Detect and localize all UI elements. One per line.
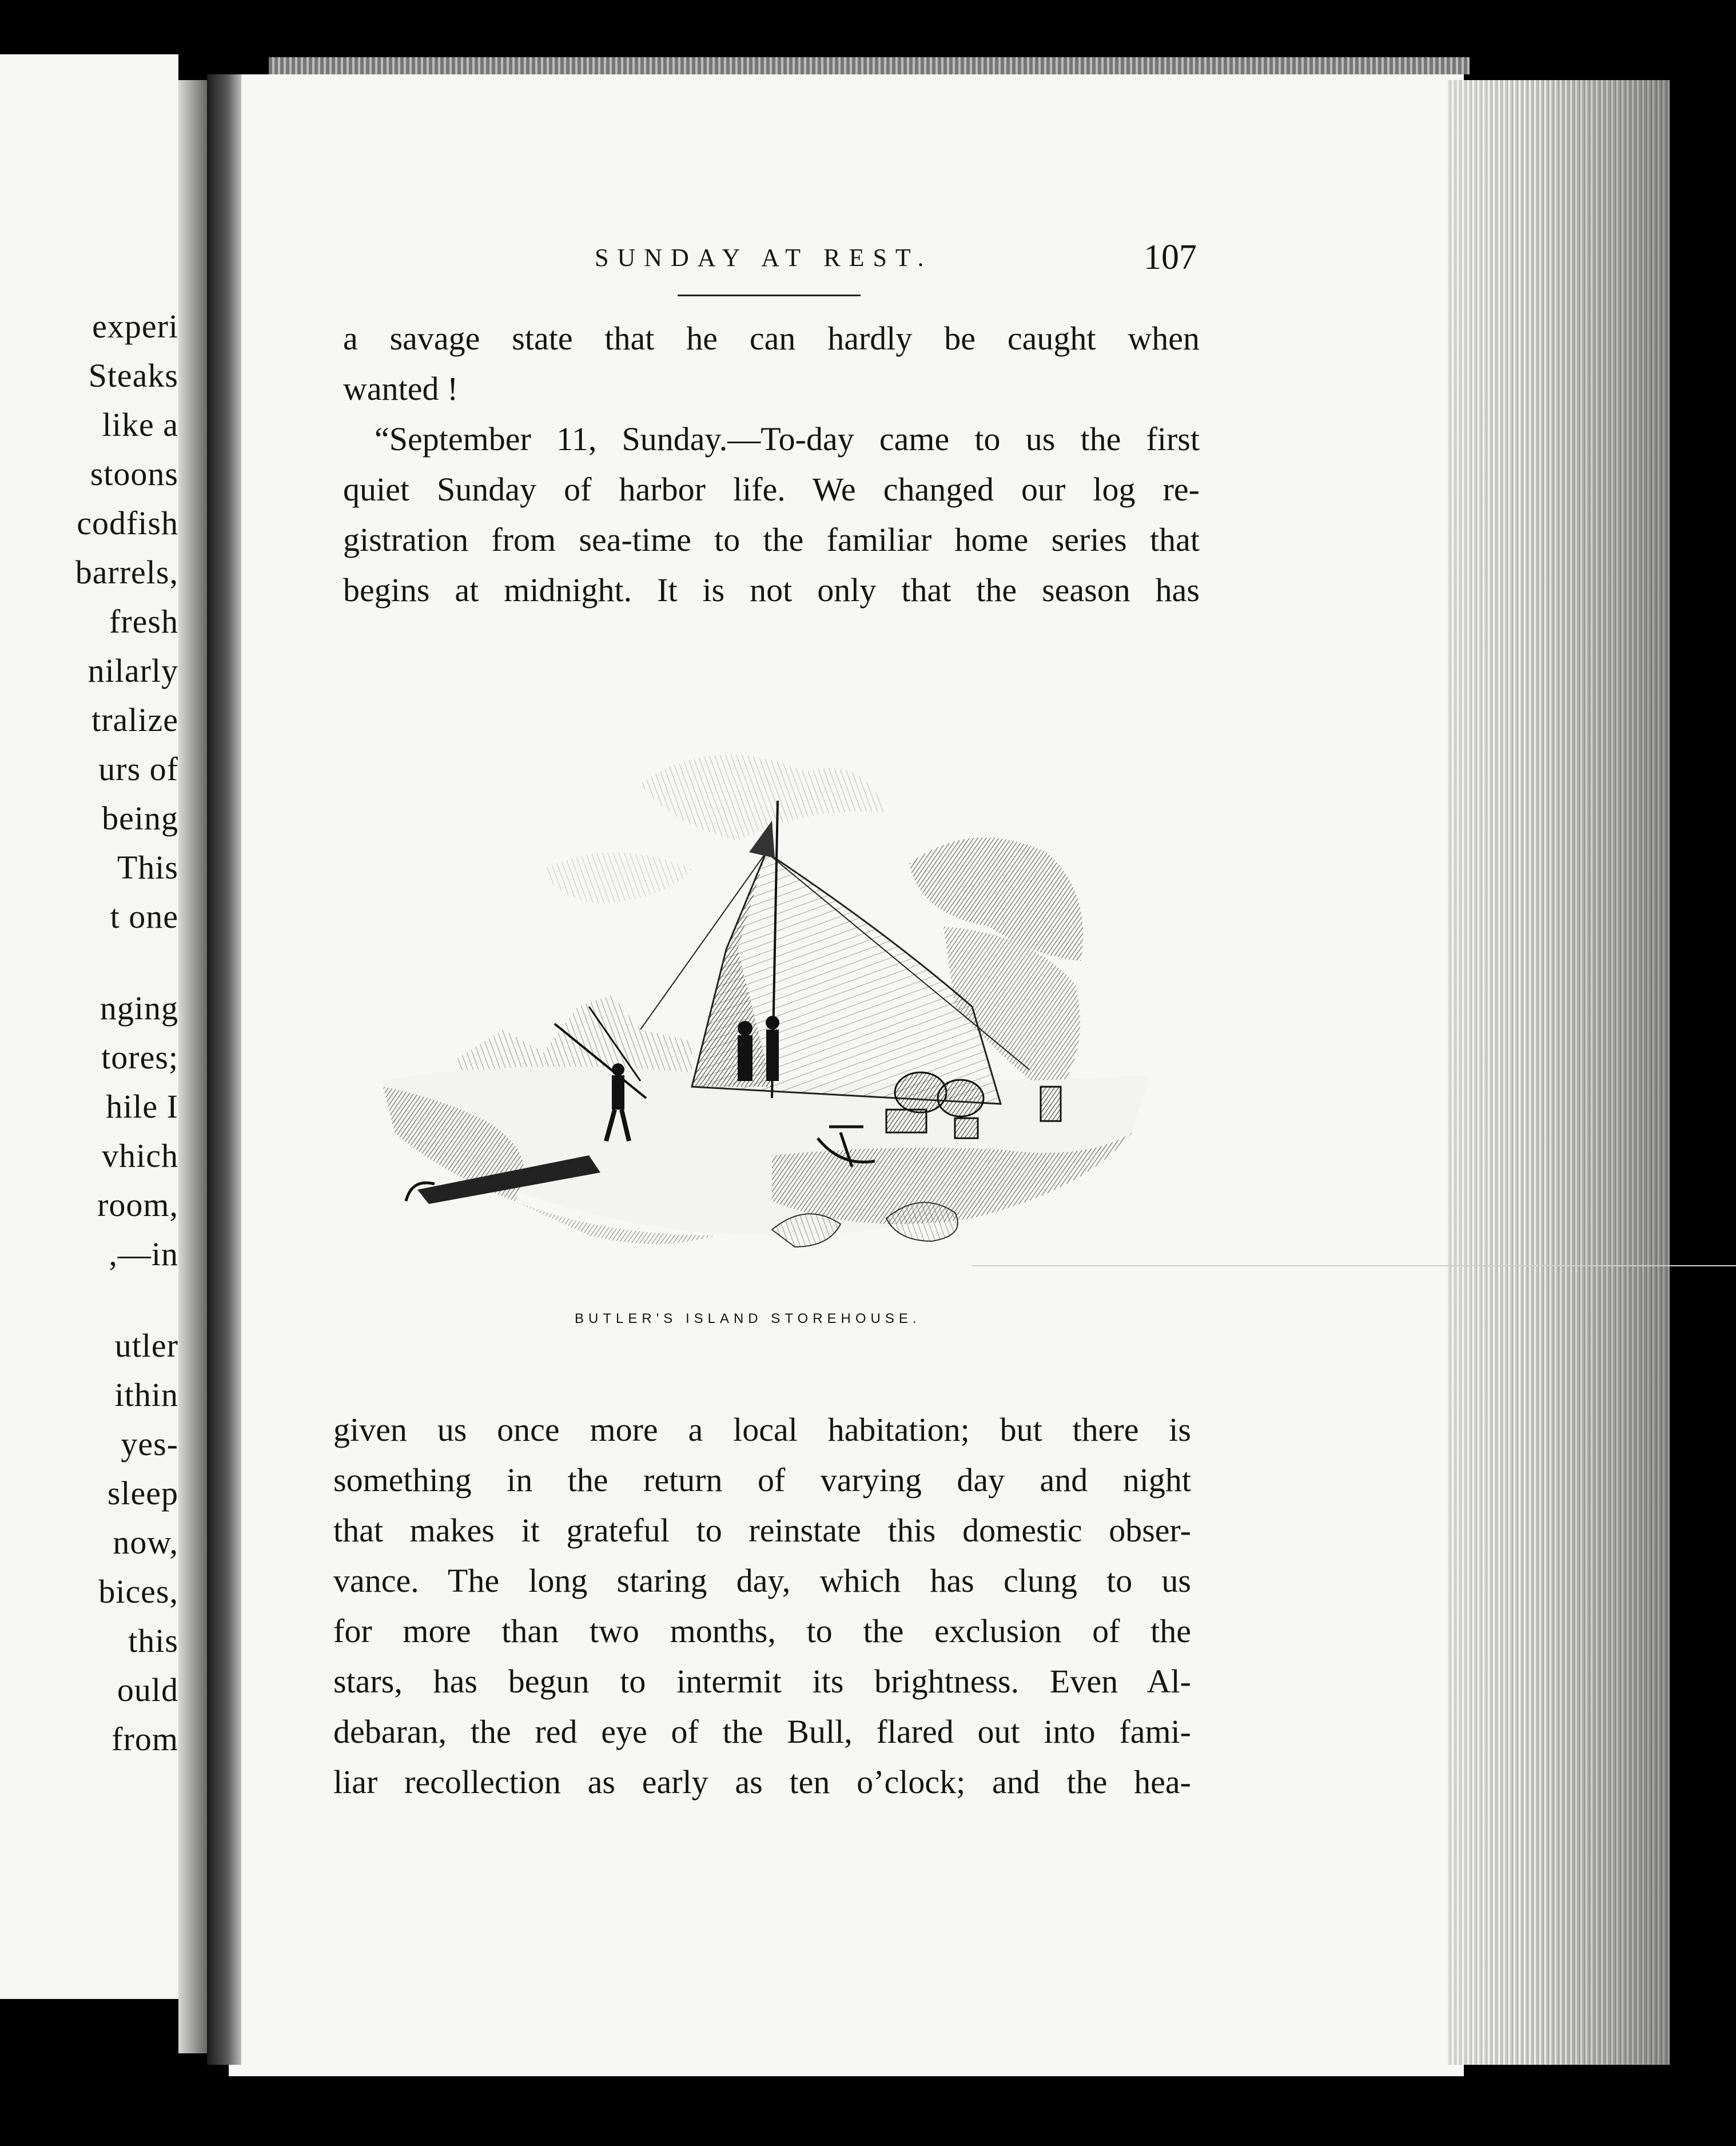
left-line: experi: [92, 308, 178, 345]
body-line: liar recollection as early as ten o’clock; and the hea-: [333, 1763, 1191, 1801]
left-line: Steaks: [88, 357, 178, 394]
fore-edge-shade: [1447, 80, 1670, 2065]
left-line: codfish: [77, 504, 178, 542]
left-line: from: [112, 1720, 178, 1758]
book-top-edge: [269, 57, 1470, 74]
left-line: utler: [114, 1327, 178, 1364]
left-line: tralize: [91, 701, 178, 738]
left-line: urs of: [98, 750, 178, 788]
body-line: vance. The long staring day, which has clung to us: [333, 1562, 1191, 1599]
left-line: barrels,: [75, 554, 178, 591]
tent-engraving-illustration: [372, 686, 1161, 1258]
body-line: something in the return of varying day and night: [333, 1461, 1191, 1499]
body-line: that makes it grateful to reinstate this domestic obser-: [333, 1512, 1191, 1549]
page-number: 107: [1144, 238, 1197, 277]
left-line: nilarly: [87, 652, 178, 689]
body-line: wanted !: [343, 370, 459, 407]
body-line: “September 11, Sunday.—To-day came to us the first: [375, 420, 1200, 458]
body-line: gistration from sea-time to the familiar home series that: [343, 521, 1200, 558]
left-line: bices,: [98, 1573, 178, 1610]
left-line: this: [128, 1622, 178, 1659]
left-line: like a: [102, 406, 178, 443]
left-line: tores;: [101, 1039, 178, 1076]
left-line: nging: [99, 989, 178, 1027]
left-line: being: [102, 800, 178, 837]
left-line: t one: [110, 898, 178, 935]
body-line: a savage state that he can hardly be caught when: [343, 320, 1200, 357]
illustration-caption: BUTLER'S ISLAND STOREHOUSE.: [575, 1311, 921, 1326]
left-line: hile I: [106, 1088, 178, 1125]
left-line: room,: [97, 1186, 178, 1223]
left-line: stoons: [90, 455, 178, 492]
left-page-text: [0, 302, 178, 1846]
head-rule: [678, 295, 861, 296]
body-line: given us once more a local habitation; but there is: [333, 1411, 1191, 1448]
body-line: for more than two months, to the exclusion of the: [333, 1612, 1191, 1650]
scan-line: [972, 1265, 1736, 1266]
left-line: fresh: [109, 603, 178, 640]
left-line: ,—in: [109, 1235, 178, 1273]
body-line: begins at midnight. It is not only that the season has: [343, 571, 1200, 609]
left-line: ithin: [114, 1376, 178, 1413]
left-line: yes-: [121, 1425, 178, 1463]
running-head: SUNDAY AT REST.: [595, 244, 933, 272]
body-line: quiet Sunday of harbor life. We changed our log re-: [343, 471, 1200, 508]
left-line: sleep: [107, 1475, 178, 1512]
left-line: This: [117, 849, 178, 886]
left-line: ould: [117, 1671, 178, 1708]
gutter: [207, 74, 241, 2065]
left-line: vhich: [102, 1137, 178, 1174]
body-line: stars, has begun to intermit its brightness. Even Al-: [333, 1663, 1191, 1700]
body-line: debaran, the red eye of the Bull, flared out into fami-: [333, 1713, 1191, 1750]
left-line: now,: [113, 1524, 178, 1561]
